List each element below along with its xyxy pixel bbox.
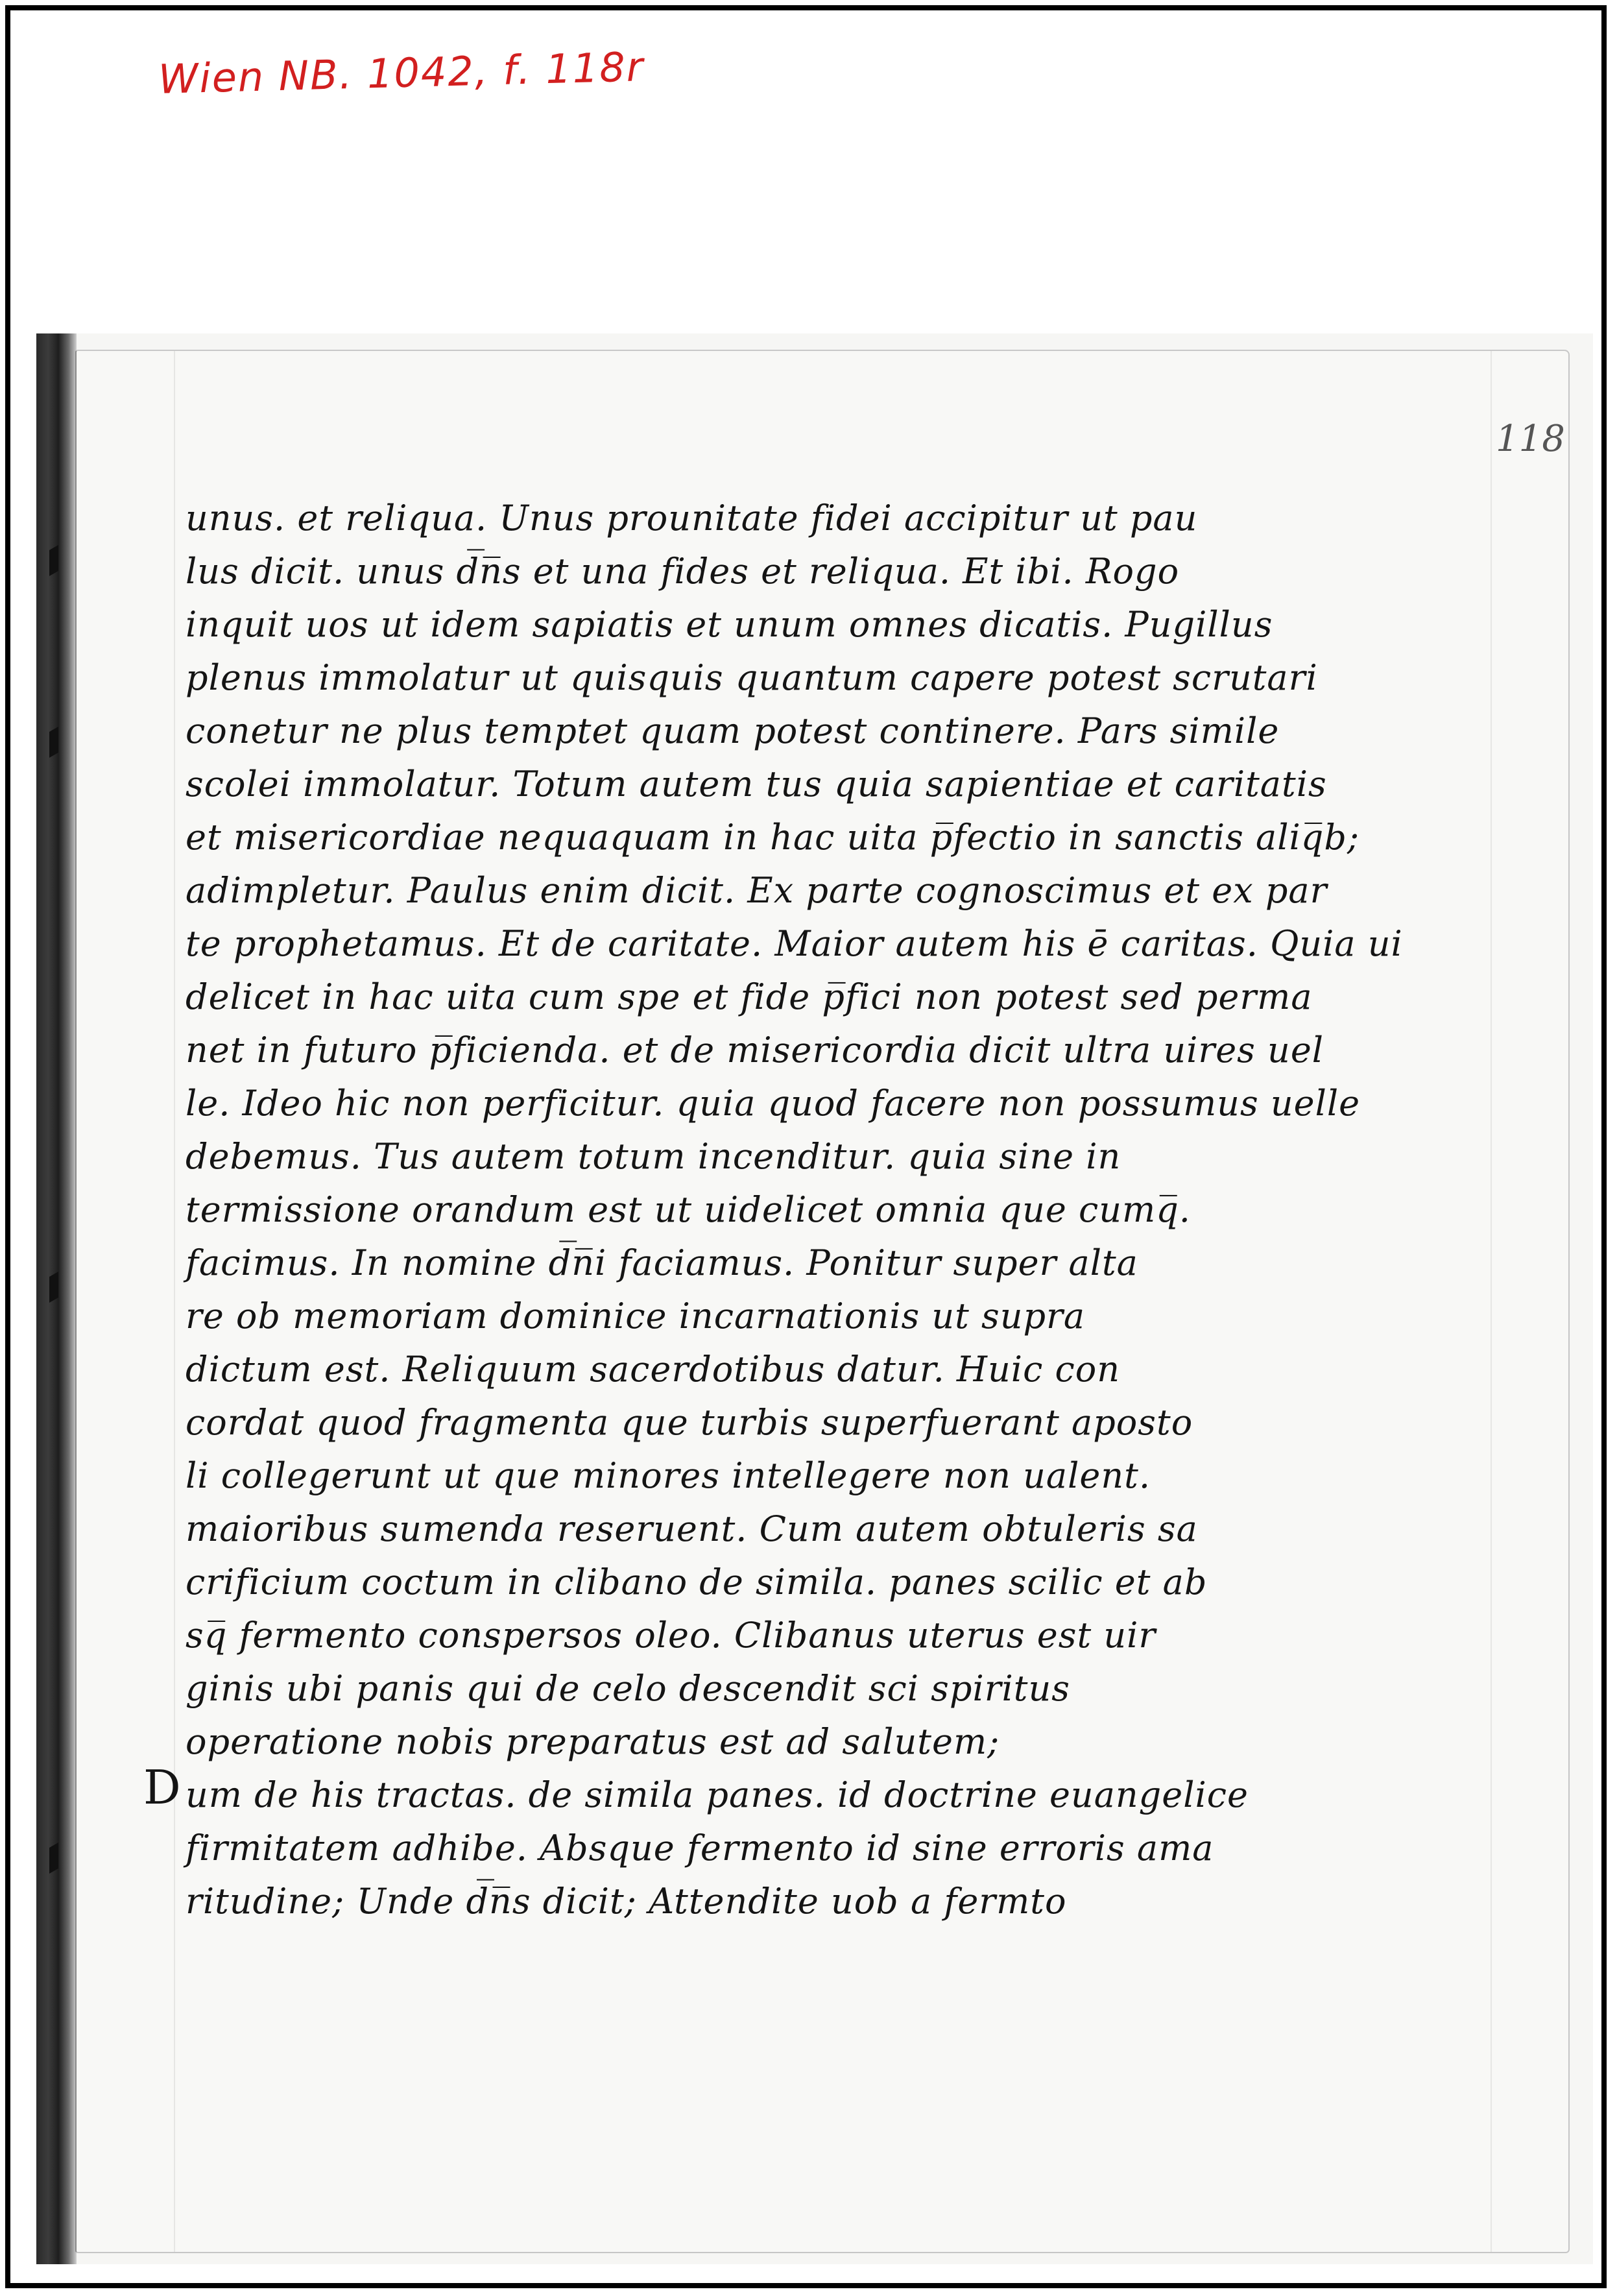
- text-line: inquit uos ut idem sapiatis et unum omnes dicatis. Pugillus: [186, 604, 1273, 645]
- text-line: te prophetamus. Et de caritate. Maior autem his ē caritas. Quia ui: [186, 923, 1403, 964]
- text-line: li collegerunt ut que minores intellegere non ualent.: [186, 1455, 1151, 1496]
- text-line: dictum est. Reliquum sacerdotibus datur. Huic con: [186, 1349, 1121, 1390]
- text-line: cordat quod fragmenta que turbis superfuerant aposto: [186, 1402, 1193, 1443]
- document-frame: [5, 5, 1607, 2288]
- text-line: plenus immolatur ut quisquis quantum capere potest scrutari: [186, 657, 1318, 698]
- decorated-initial: D: [143, 1760, 181, 1815]
- text-line: sq̅ fermento conspersos oleo. Clibanus uterus est uir: [186, 1615, 1156, 1656]
- binding-gutter: [36, 333, 77, 2264]
- text-line: facimus. In nomine d̅n̅i faciamus. Ponitur super alta: [186, 1242, 1138, 1283]
- text-line: maioribus sumenda reseruent. Cum autem obtuleris sa: [186, 1508, 1198, 1549]
- sewing-mark: [49, 1272, 58, 1303]
- shelfmark-annotation: Wien NB. 1042, f. 118r: [158, 43, 645, 103]
- text-line: termissione orandum est ut uidelicet omnia que cumq̅.: [186, 1189, 1191, 1230]
- sewing-mark: [49, 727, 58, 758]
- ruling-line: [174, 351, 175, 2252]
- sewing-mark: [49, 1843, 58, 1874]
- text-line: et misericordiae nequaquam in hac uita p̅fectio in sanctis aliq̅b;: [186, 817, 1360, 858]
- text-line: ginis ubi panis qui de celo descendit sci spiritus: [186, 1668, 1070, 1709]
- text-line: adimpletur. Paulus enim dicit. Ex parte cognoscimus et ex par: [186, 870, 1328, 911]
- text-line: crificium coctum in clibano de simila. panes scilic et ab: [186, 1562, 1208, 1602]
- text-line: delicet in hac uita cum spe et fide p̅fici non potest sed perma: [186, 976, 1313, 1017]
- text-line: firmitatem adhibe. Absque fermento id sine erroris ama: [186, 1828, 1214, 1868]
- ruling-line: [1491, 351, 1492, 2252]
- text-line: um de his tractas. de simila panes. id doctrine euangelice: [186, 1774, 1249, 1815]
- text-line: conetur ne plus temptet quam potest continere. Pars simile: [186, 710, 1280, 751]
- text-line: unus. et reliqua. Unus prounitate fidei accipitur ut pau: [186, 498, 1198, 538]
- folio-number: 118: [1496, 418, 1565, 460]
- sewing-mark: [49, 545, 58, 576]
- text-line: debemus. Tus autem totum incenditur. quia sine in: [186, 1136, 1121, 1177]
- text-line: scolei immolatur. Totum autem tus quia sapientiae et caritatis: [186, 764, 1327, 804]
- text-line: net in futuro p̅ficienda. et de misericordia dicit ultra uires uel: [186, 1030, 1324, 1070]
- text-line: lus dicit. unus d̅n̅s et una fides et reliqua. Et ibi. Rogo: [186, 551, 1180, 592]
- text-line: operatione nobis preparatus est ad salutem;: [186, 1721, 1000, 1762]
- text-line: ritudine; Unde d̅n̅s dicit; Attendite uob a fermto: [186, 1881, 1067, 1922]
- manuscript-text: [186, 492, 1411, 1928]
- text-line: re ob memoriam dominice incarnationis ut supra: [186, 1296, 1086, 1336]
- text-line: le. Ideo hic non perficitur. quia quod facere non possumus uelle: [186, 1083, 1361, 1124]
